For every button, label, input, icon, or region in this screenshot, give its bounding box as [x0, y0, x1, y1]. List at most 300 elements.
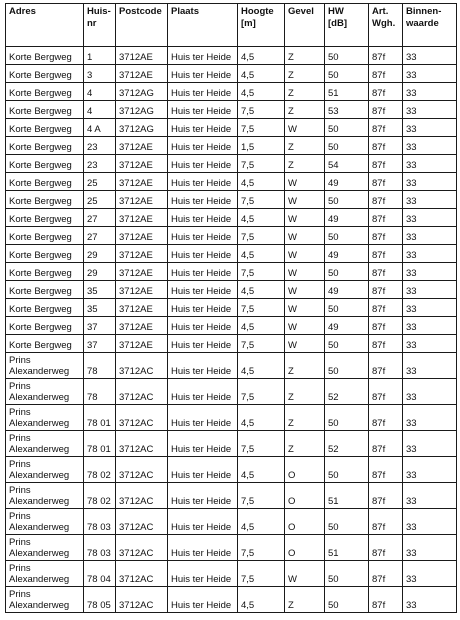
cell-gevel [285, 245, 325, 263]
cell-value: 7,5 [241, 574, 255, 585]
cell-hoogte [238, 535, 285, 561]
cell-value: Z [288, 600, 294, 611]
cell-postcode [116, 263, 168, 281]
cell-value: 33 [406, 548, 417, 559]
cell-huisnr [84, 509, 116, 535]
cell-value: W [288, 214, 297, 225]
cell-binnen [403, 431, 457, 457]
cell-value: Huis ter Heide [171, 600, 232, 611]
cell-value: O [288, 496, 296, 507]
table-row [6, 101, 457, 119]
cell-value: 33 [406, 70, 417, 81]
cell-value: Huis ter Heide [171, 160, 232, 171]
cell-value: Prins Alexanderweg [9, 537, 70, 559]
cell-value: Korte Bergweg [9, 52, 72, 63]
cell-huisnr [84, 353, 116, 379]
cell-hoogte [238, 281, 285, 299]
cell-gevel [285, 431, 325, 457]
cell-value: 4,5 [241, 178, 255, 189]
cell-gevel [285, 299, 325, 317]
cell-value: 3712AE [119, 268, 153, 279]
cell-value: 7,5 [241, 124, 255, 135]
cell-value: 7,5 [241, 548, 255, 559]
cell-value: 33 [406, 142, 417, 153]
cell-postcode [116, 299, 168, 317]
cell-art [369, 191, 403, 209]
cell-postcode [116, 483, 168, 509]
cell-art [369, 335, 403, 353]
cell-adres [6, 47, 84, 65]
cell-postcode [116, 353, 168, 379]
cell-binnen [403, 155, 457, 173]
cell-postcode [116, 535, 168, 561]
cell-gevel [285, 227, 325, 245]
column-header-binnen [403, 4, 457, 47]
cell-value: Huis ter Heide [171, 52, 232, 63]
cell-value: 7,5 [241, 340, 255, 351]
cell-value: 4,5 [241, 286, 255, 297]
cell-value: 50 [328, 70, 339, 81]
cell-value: O [288, 522, 296, 533]
cell-value: Huis ter Heide [171, 444, 232, 455]
table-row [6, 483, 457, 509]
header-row [6, 4, 457, 47]
cell-plaats [168, 155, 238, 173]
table-row [6, 353, 457, 379]
cell-value: 87f [372, 106, 386, 117]
cell-postcode [116, 245, 168, 263]
cell-value: Huis ter Heide [171, 268, 232, 279]
cell-binnen [403, 263, 457, 281]
cell-gevel [285, 405, 325, 431]
cell-value: 3712AC [119, 496, 154, 507]
column-header-art [369, 4, 403, 47]
cell-binnen [403, 65, 457, 83]
cell-art [369, 299, 403, 317]
cell-huisnr [84, 431, 116, 457]
cell-plaats [168, 173, 238, 191]
cell-adres [6, 101, 84, 119]
cell-adres [6, 209, 84, 227]
table-row [6, 227, 457, 245]
cell-postcode [116, 561, 168, 587]
cell-hoogte [238, 155, 285, 173]
cell-value: 4,5 [241, 250, 255, 261]
cell-value: 7,5 [241, 196, 255, 207]
cell-postcode [116, 65, 168, 83]
cell-value: 49 [328, 214, 339, 225]
cell-hoogte [238, 353, 285, 379]
table-row [6, 263, 457, 281]
cell-postcode [116, 173, 168, 191]
cell-plaats [168, 317, 238, 335]
table-row [6, 65, 457, 83]
cell-plaats [168, 47, 238, 65]
cell-value: Z [288, 366, 294, 377]
cell-hoogte [238, 405, 285, 431]
cell-value: 52 [328, 392, 339, 403]
cell-value: Korte Bergweg [9, 106, 72, 117]
cell-value: 3712AC [119, 574, 154, 585]
cell-value: 33 [406, 52, 417, 63]
cell-value: 25 [87, 196, 98, 207]
cell-postcode [116, 509, 168, 535]
cell-value: 33 [406, 600, 417, 611]
cell-postcode [116, 101, 168, 119]
cell-plaats [168, 209, 238, 227]
cell-value: Korte Bergweg [9, 232, 72, 243]
cell-gevel [285, 83, 325, 101]
cell-adres [6, 173, 84, 191]
cell-value: 50 [328, 304, 339, 315]
cell-value: 50 [328, 522, 339, 533]
cell-hw [325, 173, 369, 191]
cell-plaats [168, 281, 238, 299]
cell-gevel [285, 281, 325, 299]
cell-value: 3712AC [119, 418, 154, 429]
cell-binnen [403, 227, 457, 245]
cell-postcode [116, 155, 168, 173]
table-row [6, 281, 457, 299]
cell-postcode [116, 405, 168, 431]
cell-value: 35 [87, 286, 98, 297]
cell-value: 33 [406, 106, 417, 117]
cell-huisnr [84, 587, 116, 613]
cell-gevel [285, 483, 325, 509]
cell-art [369, 137, 403, 155]
cell-value: 4,5 [241, 322, 255, 333]
cell-hw [325, 587, 369, 613]
cell-value: Z [288, 52, 294, 63]
column-header-hw [325, 4, 369, 47]
cell-value: 29 [87, 250, 98, 261]
cell-hoogte [238, 137, 285, 155]
cell-adres [6, 65, 84, 83]
cell-value: Huis ter Heide [171, 392, 232, 403]
table-row [6, 209, 457, 227]
cell-value: 33 [406, 88, 417, 99]
cell-hoogte [238, 173, 285, 191]
cell-value: O [288, 548, 296, 559]
column-header-gevel [285, 4, 325, 47]
cell-value: 87f [372, 392, 386, 403]
cell-hoogte [238, 483, 285, 509]
cell-hoogte [238, 587, 285, 613]
cell-hw [325, 65, 369, 83]
table-row [6, 509, 457, 535]
table-row [6, 299, 457, 317]
table-row [6, 83, 457, 101]
cell-value: Prins Alexanderweg [9, 485, 70, 507]
cell-value: Korte Bergweg [9, 196, 72, 207]
cell-gevel [285, 317, 325, 335]
cell-value: 7,5 [241, 496, 255, 507]
cell-hoogte [238, 379, 285, 405]
cell-adres [6, 457, 84, 483]
cell-value: 87f [372, 340, 386, 351]
cell-adres [6, 379, 84, 405]
cell-value: 87f [372, 600, 386, 611]
cell-value: 87f [372, 268, 386, 279]
cell-hoogte [238, 191, 285, 209]
cell-postcode [116, 191, 168, 209]
cell-value: 78 04 [87, 574, 111, 585]
table-row [6, 173, 457, 191]
column-header-adres [6, 4, 84, 47]
cell-adres [6, 191, 84, 209]
cell-value: 33 [406, 470, 417, 481]
cell-gevel [285, 535, 325, 561]
cell-binnen [403, 47, 457, 65]
cell-postcode [116, 317, 168, 335]
cell-value: 49 [328, 178, 339, 189]
cell-plaats [168, 535, 238, 561]
cell-value: Huis ter Heide [171, 124, 232, 135]
cell-value: O [288, 470, 296, 481]
column-header-label: Huis- nr [87, 6, 111, 29]
cell-huisnr [84, 561, 116, 587]
cell-value: 35 [87, 304, 98, 315]
cell-binnen [403, 561, 457, 587]
cell-postcode [116, 379, 168, 405]
cell-hoogte [238, 119, 285, 137]
cell-art [369, 47, 403, 65]
cell-value: Huis ter Heide [171, 178, 232, 189]
cell-value: Korte Bergweg [9, 160, 72, 171]
cell-value: 87f [372, 304, 386, 315]
cell-gevel [285, 353, 325, 379]
cell-value: Huis ter Heide [171, 470, 232, 481]
cell-value: 50 [328, 52, 339, 63]
cell-value: Korte Bergweg [9, 178, 72, 189]
cell-hoogte [238, 47, 285, 65]
cell-huisnr [84, 335, 116, 353]
cell-value: 50 [328, 340, 339, 351]
cell-value: 33 [406, 286, 417, 297]
cell-gevel [285, 209, 325, 227]
table-row [6, 457, 457, 483]
cell-huisnr [84, 47, 116, 65]
cell-art [369, 483, 403, 509]
cell-value: 3712AG [119, 124, 154, 135]
cell-plaats [168, 245, 238, 263]
cell-value: Huis ter Heide [171, 142, 232, 153]
cell-value: 78 05 [87, 600, 111, 611]
cell-adres [6, 509, 84, 535]
cell-value: Huis ter Heide [171, 304, 232, 315]
cell-value: 3712AC [119, 470, 154, 481]
cell-value: W [288, 178, 297, 189]
cell-hoogte [238, 509, 285, 535]
document-page [5, 3, 456, 613]
cell-gevel [285, 119, 325, 137]
cell-value: 33 [406, 304, 417, 315]
cell-binnen [403, 173, 457, 191]
cell-plaats [168, 299, 238, 317]
cell-art [369, 83, 403, 101]
cell-art [369, 155, 403, 173]
table-row [6, 155, 457, 173]
cell-binnen [403, 353, 457, 379]
cell-value: 50 [328, 196, 339, 207]
cell-binnen [403, 405, 457, 431]
cell-art [369, 245, 403, 263]
cell-value: Prins Alexanderweg [9, 511, 70, 533]
cell-binnen [403, 317, 457, 335]
cell-value: 33 [406, 268, 417, 279]
cell-value: Z [288, 444, 294, 455]
cell-value: W [288, 574, 297, 585]
cell-binnen [403, 245, 457, 263]
cell-binnen [403, 379, 457, 405]
cell-value: Korte Bergweg [9, 88, 72, 99]
cell-hw [325, 155, 369, 173]
cell-value: 50 [328, 124, 339, 135]
cell-hw [325, 263, 369, 281]
cell-plaats [168, 83, 238, 101]
cell-art [369, 119, 403, 137]
cell-value: 33 [406, 214, 417, 225]
cell-art [369, 535, 403, 561]
cell-gevel [285, 509, 325, 535]
cell-value: 50 [328, 470, 339, 481]
cell-hw [325, 509, 369, 535]
cell-hw [325, 317, 369, 335]
cell-hoogte [238, 263, 285, 281]
cell-value: Prins Alexanderweg [9, 407, 70, 429]
cell-value: 87f [372, 214, 386, 225]
cell-value: Huis ter Heide [171, 548, 232, 559]
cell-plaats [168, 483, 238, 509]
cell-hw [325, 281, 369, 299]
cell-value: 87f [372, 52, 386, 63]
cell-value: Huis ter Heide [171, 88, 232, 99]
cell-hw [325, 245, 369, 263]
cell-value: 78 02 [87, 470, 111, 481]
cell-value: 4 [87, 106, 93, 117]
cell-value: 51 [328, 548, 339, 559]
cell-hoogte [238, 83, 285, 101]
cell-value: Prins Alexanderweg [9, 563, 70, 585]
cell-value: 3712AE [119, 322, 153, 333]
cell-value: 7,5 [241, 160, 255, 171]
cell-binnen [403, 335, 457, 353]
cell-art [369, 281, 403, 299]
cell-value: 7,5 [241, 106, 255, 117]
cell-value: 87f [372, 418, 386, 429]
cell-art [369, 317, 403, 335]
cell-value: 87f [372, 574, 386, 585]
cell-binnen [403, 137, 457, 155]
cell-value: W [288, 232, 297, 243]
column-header-label: Postcode [119, 6, 162, 17]
cell-adres [6, 227, 84, 245]
cell-value: 33 [406, 322, 417, 333]
cell-hoogte [238, 209, 285, 227]
cell-art [369, 561, 403, 587]
cell-plaats [168, 137, 238, 155]
cell-adres [6, 561, 84, 587]
cell-value: 33 [406, 160, 417, 171]
cell-value: 4 A [87, 124, 101, 135]
cell-value: 4,5 [241, 366, 255, 377]
cell-value: 51 [328, 496, 339, 507]
cell-value: 4 [87, 88, 93, 99]
cell-value: Z [288, 392, 294, 403]
cell-huisnr [84, 535, 116, 561]
cell-huisnr [84, 227, 116, 245]
cell-value: Huis ter Heide [171, 574, 232, 585]
cell-value: 87f [372, 196, 386, 207]
cell-value: 3712AE [119, 178, 153, 189]
cell-plaats [168, 191, 238, 209]
cell-value: 87f [372, 142, 386, 153]
cell-value: Huis ter Heide [171, 522, 232, 533]
cell-value: W [288, 250, 297, 261]
cell-binnen [403, 457, 457, 483]
cell-postcode [116, 83, 168, 101]
cell-huisnr [84, 191, 116, 209]
cell-value: 52 [328, 444, 339, 455]
cell-huisnr [84, 209, 116, 227]
cell-value: 78 [87, 366, 98, 377]
cell-value: 4,5 [241, 88, 255, 99]
cell-binnen [403, 209, 457, 227]
cell-huisnr [84, 317, 116, 335]
cell-value: 3712AG [119, 88, 154, 99]
cell-value: 25 [87, 178, 98, 189]
table-row [6, 431, 457, 457]
cell-postcode [116, 335, 168, 353]
cell-hoogte [238, 299, 285, 317]
cell-art [369, 457, 403, 483]
cell-value: 54 [328, 160, 339, 171]
cell-art [369, 587, 403, 613]
cell-value: 3712AC [119, 392, 154, 403]
table-row [6, 137, 457, 155]
cell-value: Korte Bergweg [9, 70, 72, 81]
cell-art [369, 405, 403, 431]
cell-value: W [288, 322, 297, 333]
cell-value: 33 [406, 574, 417, 585]
cell-value: Z [288, 418, 294, 429]
cell-hoogte [238, 561, 285, 587]
cell-value: 87f [372, 496, 386, 507]
cell-value: 33 [406, 418, 417, 429]
cell-art [369, 101, 403, 119]
cell-value: Huis ter Heide [171, 214, 232, 225]
cell-adres [6, 317, 84, 335]
cell-adres [6, 281, 84, 299]
table-row [6, 405, 457, 431]
cell-plaats [168, 335, 238, 353]
cell-binnen [403, 191, 457, 209]
cell-adres [6, 155, 84, 173]
cell-art [369, 509, 403, 535]
cell-value: Prins Alexanderweg [9, 381, 70, 403]
cell-value: Korte Bergweg [9, 214, 72, 225]
cell-hw [325, 47, 369, 65]
column-header-label: HW [dB] [328, 6, 347, 29]
cell-gevel [285, 65, 325, 83]
cell-art [369, 173, 403, 191]
cell-huisnr [84, 137, 116, 155]
cell-hw [325, 483, 369, 509]
cell-value: 3712AC [119, 600, 154, 611]
cell-value: 37 [87, 340, 98, 351]
cell-value: Korte Bergweg [9, 142, 72, 153]
cell-hw [325, 335, 369, 353]
